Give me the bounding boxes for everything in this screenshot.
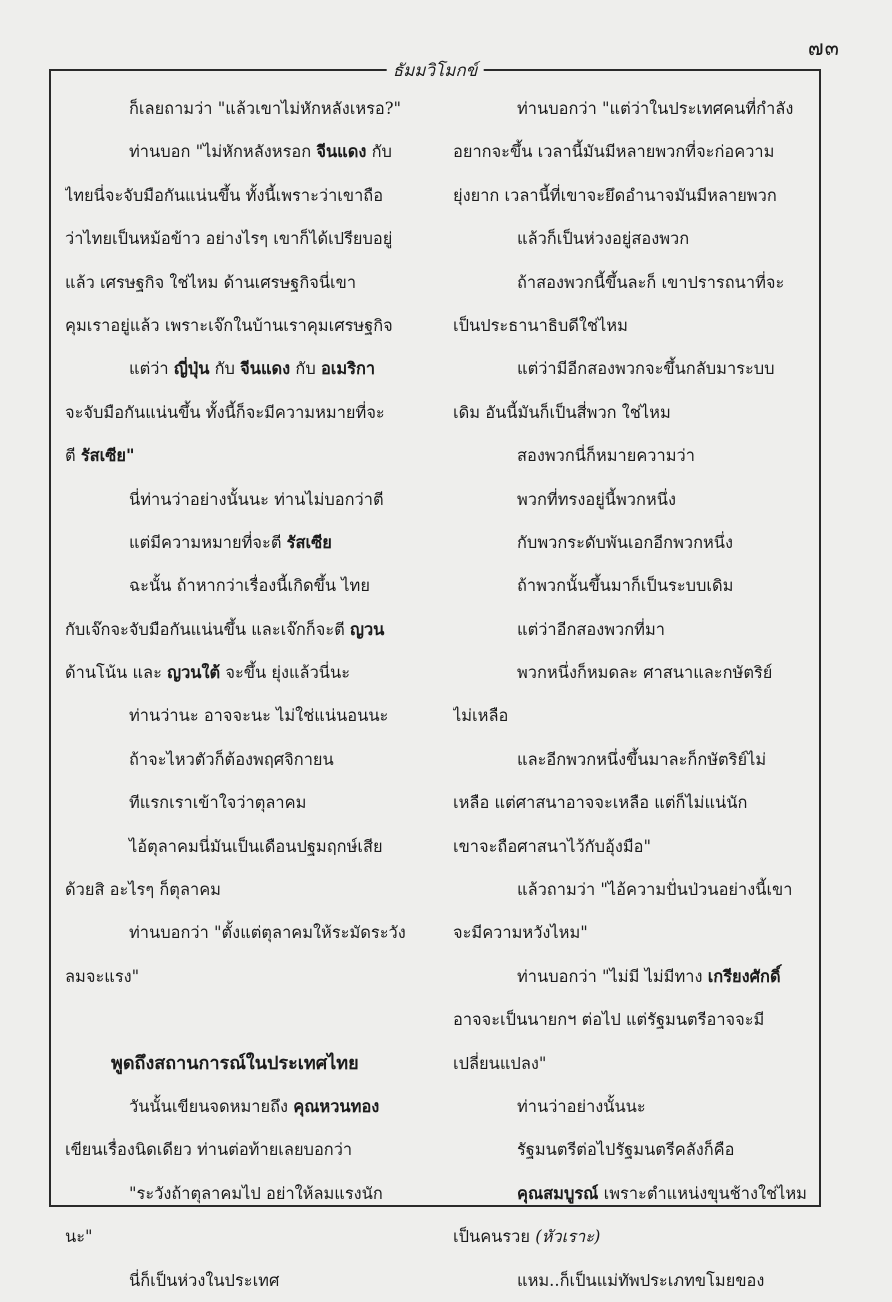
text-line bbox=[453, 955, 809, 998]
text-line bbox=[453, 478, 809, 521]
text-segment: ท่านว่าอย่างนั้นนะ bbox=[517, 1096, 646, 1116]
text-segment: ถ้าพวกนั้นขึ้นมาก็เป็นระบบเดิม bbox=[517, 576, 734, 596]
text-line bbox=[453, 651, 809, 694]
text-segment: พวกที่ทรงอยู่นี้พวกหนึ่ง bbox=[517, 489, 676, 509]
text-line bbox=[65, 955, 425, 998]
text-line bbox=[453, 261, 809, 304]
text-segment: อยากจะขึ้น เวลานี้มันมีหลายพวกที่จะก่อความ bbox=[453, 142, 775, 162]
text-line bbox=[453, 825, 809, 868]
text-segment: ท่านบอกว่า "ตั้งแต่ตุลาคมให้ระมัดระวัง bbox=[129, 923, 406, 943]
bold-text: คุณหวนทอง bbox=[293, 1096, 380, 1116]
text-line bbox=[453, 868, 809, 911]
text-segment: นี่ท่านว่าอย่างนั้นนะ ท่านไม่บอกว่าตี bbox=[129, 489, 384, 509]
text-line bbox=[65, 694, 425, 737]
text-line bbox=[65, 130, 425, 173]
text-line bbox=[65, 261, 425, 304]
text-line bbox=[453, 911, 809, 954]
text-line bbox=[65, 478, 425, 521]
text-segment: คุมเราอยู่แล้ว เพราะเจ๊กในบ้านเราคุมเศรษฐกิจ bbox=[65, 315, 393, 335]
text-segment: เพราะตำแหน่งขุนช้างใช่ไหม bbox=[598, 1183, 807, 1203]
text-segment: แล้วก็เป็นห่วงอยู่สองพวก bbox=[517, 229, 690, 249]
text-line bbox=[453, 521, 809, 564]
text-segment: ตี bbox=[65, 446, 81, 466]
text-segment: เป็นคนรวย bbox=[453, 1227, 536, 1247]
text-segment: อาจจะเป็นนายกฯ ต่อไป แต่รัฐมนตรีอาจจะมี bbox=[453, 1010, 765, 1030]
text-segment: กับเจ๊กจะจับมือกันแน่นขึ้น และเจ๊กก็จะตี bbox=[65, 619, 350, 639]
text-segment: "ระวังถ้าตุลาคมไป อย่าให้ลมแรงนัก bbox=[129, 1183, 383, 1203]
text-line bbox=[65, 347, 425, 390]
text-line bbox=[453, 1259, 809, 1302]
text-line bbox=[453, 1128, 809, 1171]
text-line bbox=[65, 651, 425, 694]
text-segment: แหม..ก็เป็นแม่ทัพประเภทขโมยของ bbox=[517, 1270, 765, 1290]
bold-text: รัสเซีย bbox=[286, 532, 332, 552]
text-line bbox=[453, 1215, 809, 1258]
left-column bbox=[65, 87, 425, 1302]
text-segment: แต่ว่ามีอีกสองพวกจะขึ้นกลับมาระบบ bbox=[517, 359, 775, 379]
text-line bbox=[65, 521, 425, 564]
text-segment: เป็นประธานาธิบดีใช่ไหม bbox=[453, 315, 628, 335]
text-segment: ว่าไทยเป็นหม้อข้าว อย่างไรๆ เขาก็ได้เปรียบอยู่ bbox=[65, 229, 393, 249]
text-line bbox=[65, 998, 425, 1041]
bold-text: รัสเซีย" bbox=[80, 446, 135, 466]
text-segment: ฉะนั้น ถ้าหากว่าเรื่องนี้เกิดขึ้น ไทย bbox=[129, 576, 370, 596]
text-line bbox=[453, 1085, 809, 1128]
italic-text: (หัวเราะ) bbox=[535, 1227, 601, 1247]
text-segment: กับ bbox=[290, 359, 321, 379]
right-column bbox=[453, 87, 809, 1302]
text-segment: สองพวกนี่ก็หมายความว่า bbox=[517, 446, 695, 466]
text-line bbox=[453, 1042, 809, 1085]
text-line bbox=[453, 217, 809, 260]
text-segment: ไอ้ตุลาคมนี่มันเป็นเดือนปฐมฤกษ์เสีย bbox=[129, 836, 383, 856]
text-line bbox=[65, 391, 425, 434]
text-line bbox=[453, 434, 809, 477]
text-line bbox=[65, 434, 425, 477]
text-segment: แล้วถามว่า "ไอ้ความปั่นป่วนอย่างนี้เขา bbox=[517, 880, 793, 900]
text-segment: รัฐมนตรีต่อไปรัฐมนตรีคลังก็คือ bbox=[517, 1140, 735, 1160]
text-line bbox=[65, 304, 425, 347]
bold-text: คุณสมบูรณ์ bbox=[517, 1183, 599, 1203]
text-segment: ยุ่งยาก เวลานี้ที่เขาจะยึดอำนาจมันมีหลายพวก bbox=[453, 185, 777, 205]
text-segment: กับพวกระดับพันเอกอีกพวกหนึ่ง bbox=[517, 532, 734, 552]
text-line bbox=[65, 868, 425, 911]
text-segment: แต่ว่า bbox=[129, 359, 174, 379]
text-segment: เหลือ แต่ศาสนาอาจจะเหลือ แต่ก็ไม่แน่นัก bbox=[453, 793, 748, 813]
text-line bbox=[453, 608, 809, 651]
text-line bbox=[65, 738, 425, 781]
text-line bbox=[65, 1259, 425, 1302]
text-line bbox=[453, 130, 809, 173]
text-segment: ก็เลยถามว่า "แล้วเขาไม่หักหลังเหรอ?" bbox=[129, 99, 402, 118]
text-line bbox=[65, 87, 425, 130]
text-segment: ทีแรกเราเข้าใจว่าตุลาคม bbox=[129, 793, 307, 813]
text-segment: ไทยนี่จะจับมือกันแน่นขึ้น ทั้งนี้เพราะว่าเขาถือ bbox=[65, 185, 384, 205]
text-line bbox=[453, 564, 809, 607]
text-segment: ไม่เหลือ bbox=[453, 706, 509, 726]
bold-text: ญี่ปุ่น bbox=[173, 359, 210, 379]
text-segment: ถ้าจะไหวตัวก็ต้องพฤศจิกายน bbox=[129, 749, 334, 769]
text-line bbox=[65, 217, 425, 260]
page-number: ๗๓ bbox=[807, 36, 840, 60]
text-line bbox=[453, 347, 809, 390]
running-header-title: ธัมมวิโมกข์ bbox=[387, 57, 484, 84]
text-segment: จะจับมือกันแน่นขึ้น ทั้งนี้ก็จะมีความหมายที่จะ bbox=[65, 402, 385, 422]
text-segment: ท่านบอก "ไม่หักหลังหรอก bbox=[129, 142, 317, 162]
text-segment: ด้านโน้น และ bbox=[65, 663, 168, 683]
text-segment: เขียนเรื่องนิดเดียว ท่านต่อท้ายเลยบอกว่า bbox=[65, 1140, 353, 1160]
bold-text: จีนแดง bbox=[316, 142, 367, 162]
text-line bbox=[453, 998, 809, 1041]
text-segment: กับ bbox=[209, 359, 241, 379]
bold-text: จีนแดง bbox=[240, 359, 291, 379]
text-line bbox=[453, 174, 809, 217]
text-line bbox=[65, 781, 425, 824]
text-line bbox=[453, 738, 809, 781]
text-segment: เดิม อันนี้มันก็เป็นสี่พวก ใช่ไหม bbox=[453, 402, 671, 422]
text-frame bbox=[49, 61, 821, 1290]
text-line bbox=[65, 608, 425, 651]
text-segment: เขาจะถือศาสนาไว้กับอุ้งมือ" bbox=[453, 836, 652, 856]
bold-text: ญวนใต้ bbox=[167, 663, 221, 683]
text-line bbox=[65, 825, 425, 868]
text-line bbox=[453, 781, 809, 824]
text-segment: ลมจะแรง" bbox=[65, 966, 140, 986]
text-line bbox=[65, 1085, 425, 1128]
text-segment: พวกหนึ่งก็หมดละ ศาสนาและกษัตริย์ bbox=[517, 663, 773, 683]
text-segment: วันนั้นเขียนจดหมายถึง bbox=[129, 1096, 294, 1116]
text-segment: ท่านว่านะ อาจจะนะ ไม่ใช่แน่นอนนะ bbox=[129, 706, 389, 726]
text-segment: ถ้าสองพวกนี้ขึ้นละก็ เขาปรารถนาที่จะ bbox=[517, 272, 785, 292]
text-segment: จะมีความหวังไหม" bbox=[453, 923, 588, 943]
text-line bbox=[65, 174, 425, 217]
text-segment: ด้วยสิ อะไรๆ ก็ตุลาคม bbox=[65, 880, 221, 900]
text-segment: แต่มีความหมายที่จะตี bbox=[129, 532, 287, 552]
text-segment: แต่ว่าอีกสองพวกที่มา bbox=[517, 619, 665, 639]
text-segment: จะขึ้น ยุ่งแล้วนี่นะ bbox=[220, 663, 351, 683]
text-line bbox=[65, 564, 425, 607]
text-line bbox=[453, 87, 809, 130]
text-segment: พูดถึงสถานการณ์ในประเทศไทย bbox=[111, 1052, 359, 1074]
text-segment: แล้ว เศรษฐกิจ ใช่ไหม ด้านเศรษฐกิจนี่เขา bbox=[65, 272, 357, 292]
text-segment: ท่านบอกว่า "ไม่มี ไม่มีทาง bbox=[517, 966, 708, 986]
text-segment: และอีกพวกหนึ่งขึ้นมาละก็กษัตริย์ไม่ bbox=[517, 749, 767, 769]
section-heading bbox=[65, 1042, 425, 1085]
bold-text: ญวน bbox=[349, 619, 385, 639]
text-line bbox=[65, 1128, 425, 1171]
text-segment: เปลี่ยนแปลง" bbox=[453, 1053, 547, 1073]
text-line bbox=[453, 1172, 809, 1215]
text-segment: นะ" bbox=[65, 1227, 93, 1247]
text-line bbox=[453, 694, 809, 737]
bold-text: เกรียงศักดิ์ bbox=[707, 966, 781, 986]
text-line bbox=[453, 304, 809, 347]
text-line bbox=[65, 1172, 425, 1215]
text-segment: กับ bbox=[366, 142, 392, 162]
text-line bbox=[453, 391, 809, 434]
bold-text: อเมริกา bbox=[320, 359, 376, 379]
text-segment: ท่านบอกว่า "แต่ว่าในประเทศคนที่กำลัง bbox=[517, 99, 794, 118]
text-line bbox=[65, 1215, 425, 1258]
text-segment: นี่ก็เป็นห่วงในประเทศ bbox=[129, 1270, 280, 1290]
text-line bbox=[65, 911, 425, 954]
